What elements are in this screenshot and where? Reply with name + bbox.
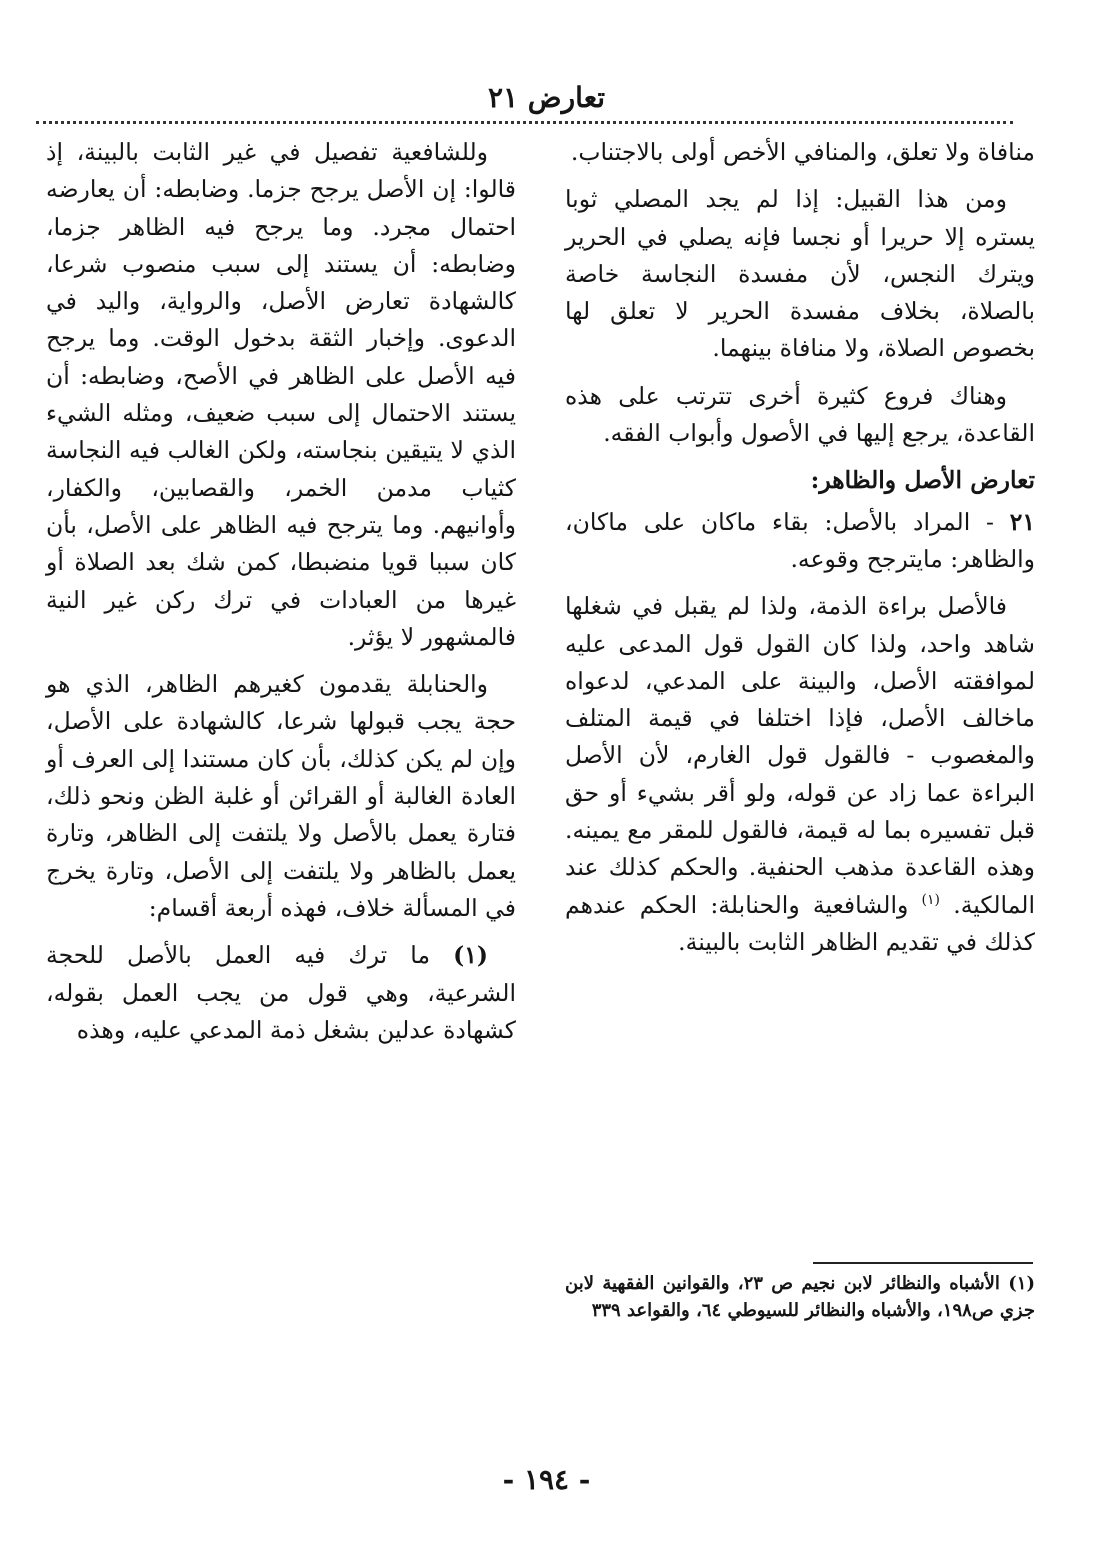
- right-column: [565, 134, 1035, 971]
- list-item-text: ما ترك فيه العمل بالأصل للحجة الشرعية، وهي قول من يجب العمل بقوله، كشهادة عدلين بشغل ذمة المدعي عليه، وهذه: [46, 941, 516, 1044]
- item-number: ٢١: [1009, 507, 1035, 536]
- page-number: - ١٩٤ -: [502, 1463, 591, 1496]
- paragraph: وهناك فروع كثيرة أخرى تترتب على هذه القاعدة، يرجع إليها في الأصول وأبواب الفقه.: [565, 381, 1035, 448]
- paragraph: منافاة ولا تعلق، والمنافي الأخص أولى بالاجتناب.: [570, 138, 1035, 166]
- item-text: - المراد بالأصل: بقاء ماكان على ماكان، والظاهر: مايترجح وقوعه.: [565, 507, 1035, 573]
- paragraph-text-end: والشافعية والحنابلة: الحكم عندهم كذلك في تقديم الظاهر الثابت بالبينة.: [565, 890, 1035, 956]
- footnote-marker[interactable]: (١): [921, 891, 941, 908]
- paragraph: [565, 588, 1035, 961]
- section-heading: تعارض الأصل والظاهر:: [810, 466, 1035, 495]
- paragraph: ومن هذا القبيل: إذا لم يجد المصلي ثوبا يستره إلا حريرا أو نجسا فإنه يصلي في الحرير ويترك النجس، لأن مفسدة النجاسة خاصة بالصلاة، بخلاف مفسدة الحرير لا تعلق لها بخصوص الصلاة، ولا منافاة بينهما.: [565, 185, 1035, 363]
- footnote: (١) الأشباه والنظائر لابن نجيم ص ٢٣، والقوانين الفقهية لابن جزي ص١٩٨، والأشباه والنظائر للسيوطي ٦٤، والقواعد ٣٣٩: [565, 1273, 1035, 1321]
- paragraph-text: فالأصل براءة الذمة، ولذا لم يقبل في شغلها شاهد واحد، ولذا كان القول قول المدعى عليه لموافقته الأصل، والبينة على المدعي، لدعواه ماخالف الأصل، فإذا اختلفا في قيمة المتلف والمغصوب - فالقول قول الغارم، لأن الأصل البراءة عما زاد عن قوله، ولو أقر بشيء أو حق قبل تفسيره بما له قيمة، فالقول للمقر مع يمينه. وهذه القاعدة مذهب الحنفية. والحكم كذلك عند المالكية.: [565, 592, 1035, 919]
- paragraph: والحنابلة يقدمون كغيرهم الظاهر، الذي هو حجة يجب قبولها شرعا، كالشهادة على الأصل، وإن لم يكن كذلك، بأن كان مستندا إلى العرف أو العادة الغالبة أو القرائن أو غلبة الظن ونحو ذلك، فتارة يعمل بالأصل ولا يلتفت إلى الظاهر، وتارة يعمل بالظاهر ولا يلتفت إلى الأصل، وتارة يخرج في المسألة خلاف، فهذه أربعة أقسام:: [46, 670, 516, 922]
- list-item: [46, 937, 516, 1049]
- footnote-rule: [813, 1262, 1033, 1264]
- list-number: (١): [453, 941, 488, 970]
- header-dotted-rule: [36, 121, 1013, 124]
- numbered-item: [565, 504, 1035, 579]
- running-header: تعارض ٢١: [487, 81, 606, 114]
- left-column: [46, 134, 516, 1059]
- paragraph: وللشافعية تفصيل في غير الثابت بالبينة، إذ قالوا: إن الأصل يرجح جزما. وضابطه: أن يعارضه احتمال مجرد. وما يرجح فيه الظاهر جزما، وضابطه: أن يستند إلى سبب منصوب شرعا، كالشهادة تعارض الأصل، والرواية، واليد في الدعوى. وإخبار الثقة بدخول الوقت. وما يرجح فيه الأصل على الظاهر في الأصح، وضابطه: أن يستند الاحتمال إلى سبب ضعيف، ومثله الشيء الذي لا يتيقين بنجاسته، ولكن الغالب فيه النجاسة كثياب مدمن الخمر، والقصابين، والكفار، وأوانيهم. وما يترجح فيه الظاهر على الأصل، بأن كان سببا قويا منضبطا، كمن شك بعد الصلاة أو غيرها من العبادات في ترك ركن غير النية فالمشهور لا يؤثر.: [46, 138, 516, 651]
